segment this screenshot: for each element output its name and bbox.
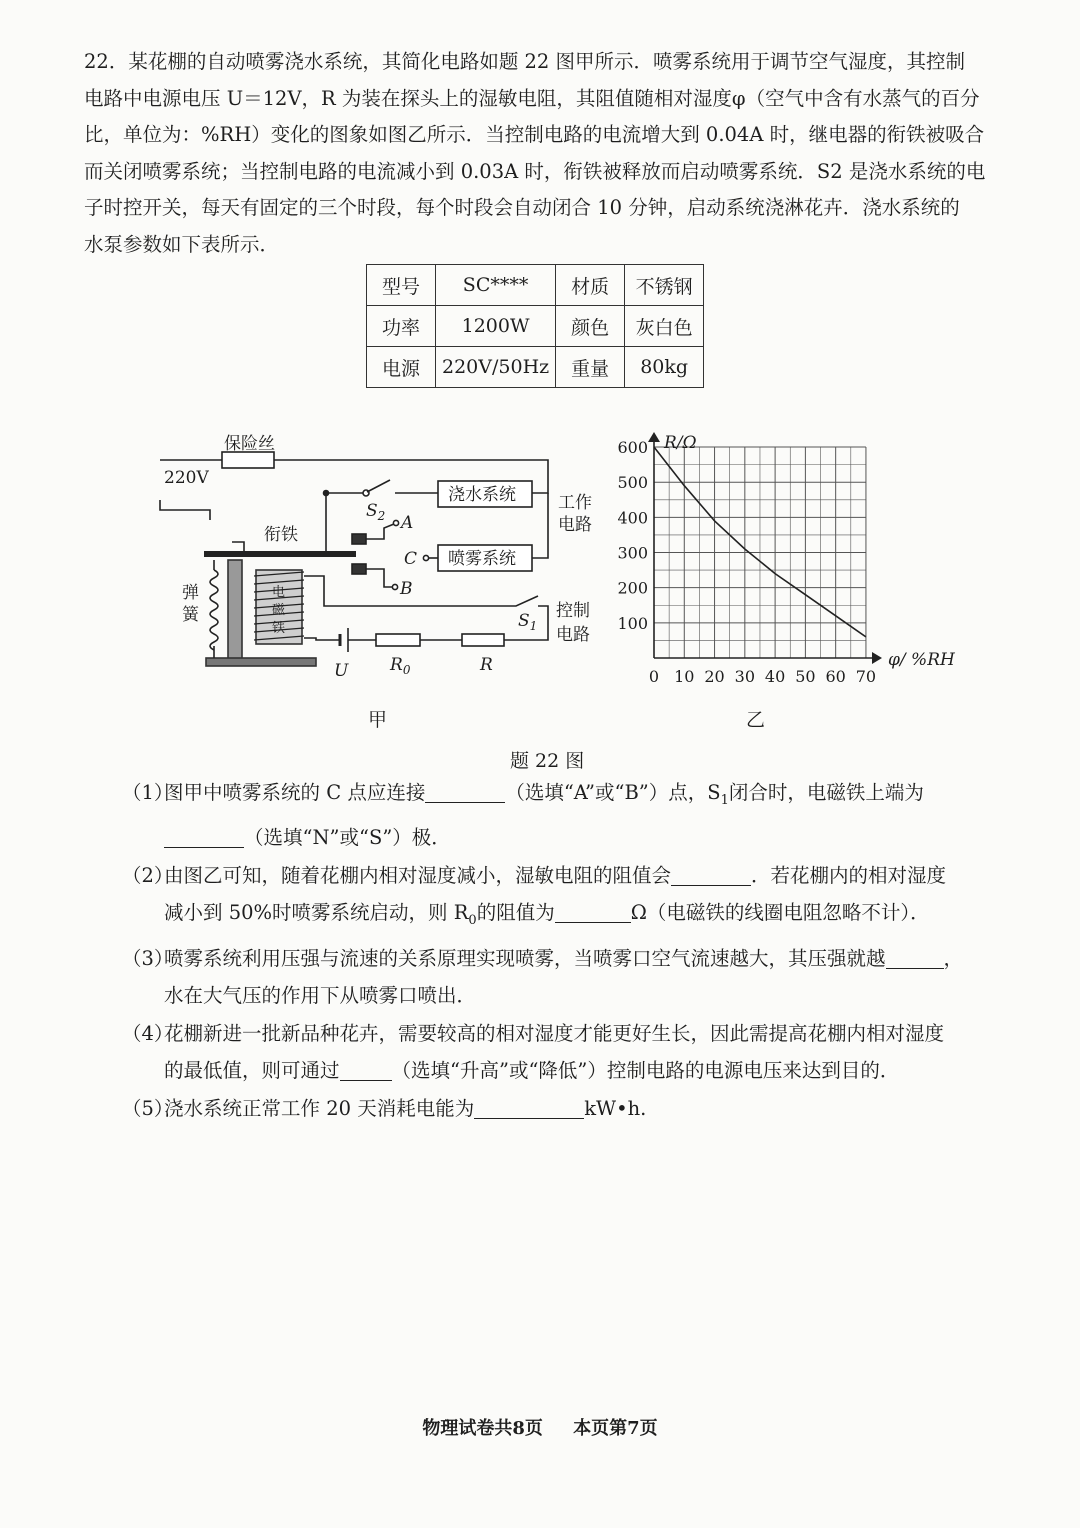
intro-line: 水泵参数如下表所示． bbox=[84, 232, 280, 256]
answer-blank[interactable] bbox=[164, 825, 244, 848]
question-1-cont bbox=[164, 819, 1002, 857]
terminal-b bbox=[392, 584, 397, 589]
question-number: （4） bbox=[122, 1021, 174, 1045]
x-tick-label: 60 bbox=[825, 667, 846, 686]
question-text: 闭合时，电磁铁上端为 bbox=[728, 781, 924, 804]
r-label: R bbox=[480, 655, 493, 675]
figure-caption: 题 22 图 bbox=[510, 750, 585, 772]
contact-b-wire bbox=[366, 569, 392, 587]
iron-core-frame bbox=[228, 560, 242, 662]
control-circuit-label: 控制 bbox=[556, 601, 590, 621]
question-number: （2） bbox=[122, 863, 174, 887]
table-cell: 不锈钢 bbox=[625, 265, 704, 306]
answer-blank[interactable] bbox=[425, 780, 505, 803]
junction-dot bbox=[324, 491, 329, 496]
x-tick-label: 10 bbox=[674, 667, 695, 686]
table-cell: 1200W bbox=[436, 306, 556, 347]
question-2-cont bbox=[164, 894, 1002, 939]
chart-grid bbox=[654, 447, 866, 658]
question-list bbox=[122, 774, 1002, 1127]
x-tick-label: 40 bbox=[764, 667, 786, 686]
subscript: 0 bbox=[468, 913, 477, 929]
table-cell: 灰白色 bbox=[625, 306, 704, 347]
y-tick-label: 200 bbox=[617, 578, 648, 598]
table-cell: 80kg bbox=[625, 347, 704, 388]
answer-blank[interactable] bbox=[340, 1058, 392, 1081]
question-1 bbox=[122, 774, 1002, 819]
question-number: （3） bbox=[122, 946, 174, 970]
x-axis-label: φ/ %RH bbox=[888, 650, 955, 670]
question-text: ．若花棚内的相对湿度 bbox=[751, 863, 947, 887]
resistor-r0 bbox=[376, 634, 420, 646]
question-text: 减小到 50%时喷雾系统启动，则 R bbox=[164, 901, 469, 925]
y-tick-label: 600 bbox=[617, 438, 648, 458]
table-cell: 材质 bbox=[556, 265, 625, 306]
y-tick-label: 300 bbox=[617, 543, 648, 563]
answer-blank[interactable] bbox=[474, 1096, 584, 1119]
electromagnet-label: 电 bbox=[272, 585, 286, 600]
answer-blank[interactable] bbox=[886, 946, 944, 969]
question-text: kW•h. bbox=[584, 1096, 647, 1120]
table-cell: 颜色 bbox=[556, 306, 625, 347]
spring-coil bbox=[210, 570, 218, 650]
base-plate bbox=[206, 658, 316, 666]
question-text: 花棚新进一批新品种花卉，需要较高的相对湿度才能更好生长，因此需提高花棚内相对湿度 bbox=[164, 1021, 945, 1045]
total-pages: 物理试卷共8页 bbox=[422, 1418, 543, 1439]
spring-label: 簧 bbox=[182, 605, 199, 625]
switch-s2-label: $S_2$ bbox=[366, 501, 386, 523]
s2-switch-blade bbox=[367, 480, 390, 492]
question-3-cont bbox=[164, 977, 1002, 1015]
question-5 bbox=[122, 1090, 1002, 1128]
fuse-symbol bbox=[222, 452, 274, 468]
x-axis-arrow bbox=[872, 652, 882, 664]
question-text: 由图乙可知，随着花棚内相对湿度减小，湿敏电阻的阻值会 bbox=[164, 863, 672, 887]
x-tick-label: 20 bbox=[704, 667, 725, 686]
y-axis-label: R/Ω bbox=[664, 433, 697, 453]
watering-system-label: 浇水系统 bbox=[448, 485, 516, 505]
problem-intro bbox=[84, 44, 994, 263]
question-4 bbox=[122, 1015, 1002, 1053]
question-4-cont bbox=[164, 1052, 1002, 1090]
y-tick-label: 400 bbox=[617, 508, 648, 528]
electromagnet-label: 铁 bbox=[272, 621, 286, 636]
work-circuit-label: 工作 bbox=[558, 493, 592, 513]
question-number: （5） bbox=[122, 1096, 174, 1120]
table-cell: 电源 bbox=[367, 347, 436, 388]
terminal-a bbox=[393, 520, 398, 525]
circuit-diagram bbox=[160, 420, 548, 750]
y-tick-labels bbox=[617, 438, 648, 633]
y-tick-label: 100 bbox=[617, 613, 648, 633]
x-tick-labels bbox=[649, 667, 876, 686]
question-text: 水在大气压的作用下从喷雾口喷出． bbox=[164, 984, 477, 1008]
resistor-r bbox=[462, 634, 504, 646]
question-text: （选填“升高”或“降低”）控制电路的电源电压来达到目的． bbox=[391, 1059, 900, 1083]
table-cell: 重量 bbox=[556, 347, 625, 388]
table-row bbox=[367, 265, 704, 306]
question-text: 浇水系统正常工作 20 天消耗电能为 bbox=[164, 1096, 475, 1120]
point-c-label: C bbox=[404, 549, 418, 569]
terminal-c bbox=[423, 555, 428, 560]
y-axis-arrow bbox=[648, 432, 660, 442]
point-a-label: A bbox=[401, 513, 414, 533]
work-circuit-right-wire bbox=[532, 493, 548, 558]
fuse-label: 保险丝 bbox=[224, 434, 275, 454]
control-circuit-label: 电路 bbox=[556, 625, 590, 645]
question-text: ， bbox=[943, 946, 964, 970]
switch-s1-label: $S_1$ bbox=[518, 611, 538, 633]
electromagnet-label: 磁 bbox=[272, 603, 286, 618]
battery-to-coil-wire bbox=[304, 638, 340, 640]
question-3 bbox=[122, 940, 1002, 978]
intro-line: 而关闭喷雾系统；当控制电路的电流减小到 0.03A 时，衔铁被释放而启动喷雾系统．S2 是浇水系统的电 bbox=[84, 159, 986, 183]
voltage-label: 220V bbox=[164, 468, 209, 488]
y-tick-label: 500 bbox=[617, 473, 648, 493]
figure-jia-caption: 甲 bbox=[368, 709, 388, 731]
question-2 bbox=[122, 857, 1002, 895]
question-text: （选填“A”或“B”）点，S bbox=[505, 781, 721, 804]
figure-22 bbox=[0, 420, 1080, 750]
question-text: 喷雾系统利用压强与流速的关系原理实现喷雾，当喷雾口空气流速越大，其压强就越 bbox=[164, 946, 886, 970]
table-cell: SC**** bbox=[436, 265, 556, 306]
answer-blank[interactable] bbox=[671, 863, 751, 886]
answer-blank[interactable] bbox=[555, 900, 631, 923]
r0-label: $R_0$ bbox=[390, 655, 411, 677]
control-upper-wire bbox=[304, 576, 538, 606]
source-u-label: U bbox=[334, 661, 349, 681]
intro-line: 电路中电源电压 U＝12V，R 为装在探头上的湿敏电阻，其阻值随相对湿度φ（空气中含有水蒸气的百分 bbox=[84, 86, 980, 110]
spring-label: 弹 bbox=[182, 583, 199, 603]
point-b-label: B bbox=[400, 579, 413, 599]
pump-parameters-table bbox=[366, 264, 704, 388]
question-number: （1） bbox=[122, 781, 174, 804]
table-row bbox=[367, 306, 704, 347]
figure-yi-caption: 乙 bbox=[746, 709, 766, 731]
intro-line: 子时控开关，每天有固定的三个时段，每个时段会自动闭合 10 分钟，启动系统浇淋花卉．浇水系统的 bbox=[84, 196, 960, 219]
upper-contact bbox=[352, 534, 366, 544]
intro-line: 比，单位为：%RH）变化的图象如图乙所示．当控制电路的电流增大到 0.04A 时，继电器的衔铁被吸合 bbox=[84, 123, 985, 146]
page-footer bbox=[0, 1414, 1080, 1440]
x-tick-label: 50 bbox=[795, 667, 816, 686]
humidity-resistance-chart bbox=[617, 432, 956, 731]
subscript: 1 bbox=[720, 792, 729, 808]
work-circuit-label: 电路 bbox=[558, 515, 592, 535]
question-text: 图甲中喷雾系统的 C 点应连接 bbox=[164, 781, 426, 804]
question-text: 的最低值，则可通过 bbox=[164, 1059, 340, 1083]
question-text: Ω（电磁铁的线圈电阻忽略不计）． bbox=[630, 901, 930, 925]
contact-a-wire bbox=[366, 524, 394, 539]
x-tick-label: 30 bbox=[734, 667, 756, 686]
intro-line: 22．某花棚的自动喷雾浇水系统，其简化电路如题 22 图甲所示．喷雾系统用于调节空气湿度，其控制 bbox=[84, 50, 966, 73]
mains-neutral-wire bbox=[160, 500, 210, 520]
table-cell: 220V/50Hz bbox=[436, 347, 556, 388]
current-page: 本页第7页 bbox=[573, 1418, 658, 1439]
question-text: 的阻值为 bbox=[476, 901, 555, 925]
table-row bbox=[367, 347, 704, 388]
table-cell: 功率 bbox=[367, 306, 436, 347]
armature-label: 衔铁 bbox=[264, 525, 298, 545]
spray-system-label: 喷雾系统 bbox=[448, 549, 516, 569]
table-cell: 型号 bbox=[367, 265, 436, 306]
lower-contact bbox=[352, 564, 366, 574]
question-text: （选填“N”或“S”）极． bbox=[244, 826, 451, 850]
x-tick-label: 70 bbox=[855, 667, 877, 686]
x-tick-label: 0 bbox=[648, 667, 660, 686]
